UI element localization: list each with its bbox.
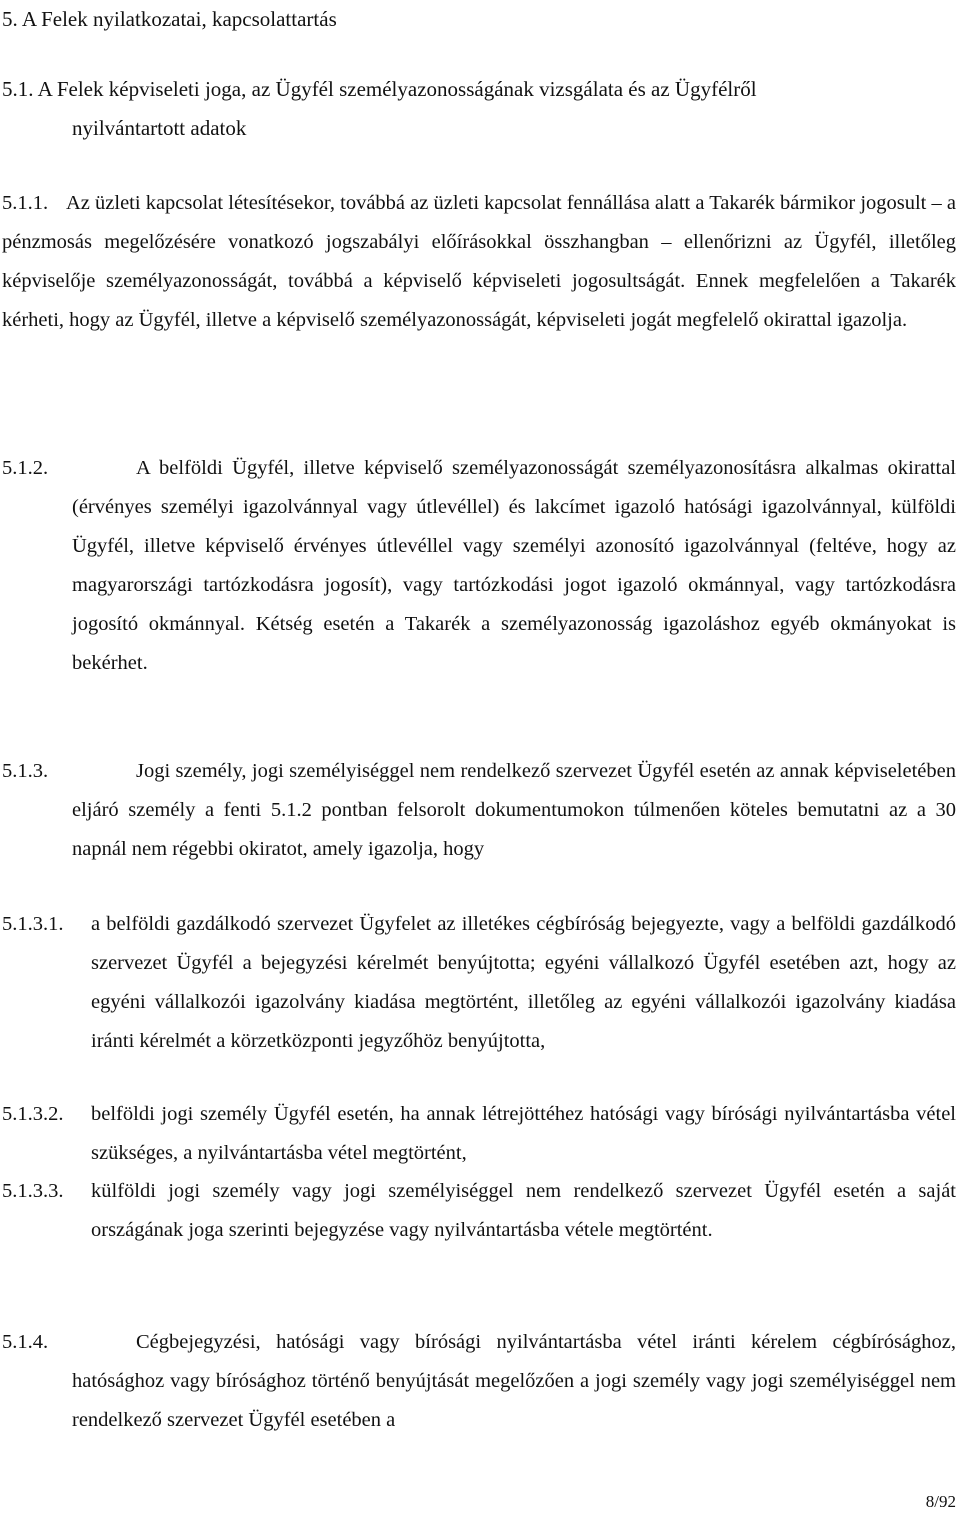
paragraph-5-1-3-3 bbox=[2, 1172, 956, 1250]
page-number: 8/92 bbox=[925, 1492, 956, 1511]
paragraph-5-1-1 bbox=[2, 184, 956, 340]
paragraph-text: Cégbejegyzési, hatósági vagy bírósági nyilvántartásba vétel iránti kérelem cégbírósághoz, hatósághoz vagy bírósághoz történő benyújtását megelőzően a jogi személy vagy jogi személyiséggel nem rendelkező szervezet Ügyfél esetében a bbox=[72, 1331, 956, 1431]
paragraph-5-1-4 bbox=[2, 1323, 956, 1440]
paragraph-text: A belföldi Ügyfél, illetve képviselő személyazonosságát személyazonosításra alkalmas okirattal (érvényes személyi igazolvánnyal vagy útlevéllel) és lakcímet igazoló hatósági igazolvánnyal, külföldi Ügyfél, illetve képviselő érvényes útlevéllel vagy személyi azonosító igazolvánnyal (feltéve, hogy az magyarországi tartózkodásra jogosít), vagy tartózkodási jogot igazoló okmánnyal, vagy tartózkodásra jogosító okmánnyal. Kétség esetén a Takarék a személyazonosság igazoláshoz egyéb okmányokat is bekérhet. bbox=[72, 457, 956, 674]
paragraph-number: 5.1.3.2. bbox=[2, 1103, 64, 1125]
paragraph-text: külföldi jogi személy vagy jogi személyiséggel nem rendelkező szervezet Ügyfél esetén a saját országának joga szerinti bejegyzése vagy nyilvántartásba vétele megtörtént. bbox=[91, 1180, 956, 1241]
paragraph-number: 5.1.4. bbox=[2, 1331, 49, 1353]
paragraph-5-1-3-2 bbox=[2, 1095, 956, 1173]
paragraph-5-1-3-1 bbox=[2, 905, 956, 1061]
paragraph-5-1-3 bbox=[2, 752, 956, 869]
subsection-title-line1: 5.1. A Felek képviseleti joga, az Ügyfél személyazonosságának vizsgálata és az Ügyfélről bbox=[2, 77, 757, 101]
paragraph-number: 5.1.3.3. bbox=[2, 1180, 64, 1202]
paragraph-number: 5.1.3.1. bbox=[2, 913, 64, 935]
paragraph-text: a belföldi gazdálkodó szervezet Ügyfelet az illetékes cégbíróság bejegyezte, vagy a belföldi gazdálkodó szervezet Ügyfél a bejegyzési kérelmét benyújtotta; egyéni vállalkozó Ügyfél esetében azt, hogy az egyéni vállalkozói igazolvány kiadása megtörtént, illetőleg az egyéni vállalkozói igazolvány kiadása iránti kérelmét a körzetközponti jegyzőhöz benyújtotta, bbox=[91, 913, 956, 1052]
section-title: 5. A Felek nyilatkozatai, kapcsolattartás bbox=[2, 7, 337, 31]
paragraph-number: 5.1.2. bbox=[2, 457, 49, 479]
subsection-title bbox=[2, 70, 957, 148]
paragraph-5-1-2 bbox=[2, 449, 956, 683]
paragraph-text: Az üzleti kapcsolat létesítésekor, továbbá az üzleti kapcsolat fennállása alatt a Takarék bármikor jogosult – a pénzmosás megelőzésére vonatkozó jogszabályi előírásokkal összhangban – ellenőrizni az Ügyfél, illetőleg képviselője személyazonosságát, továbbá a képviselő képviseleti jogosultságát. Ennek megfelelően a Takarék kérheti, hogy az Ügyfél, illetve a képviselő személyazonosságát, képviseleti jogát megfelelő okirattal igazolja. bbox=[2, 192, 956, 331]
paragraph-number: 5.1.3. bbox=[2, 760, 49, 782]
subsection-title-line2: nyilvántartott adatok bbox=[72, 116, 247, 140]
paragraph-text: Jogi személy, jogi személyiséggel nem rendelkező szervezet Ügyfél esetén az annak képviseletében eljáró személy a fenti 5.1.2 pontban felsorolt dokumentumokon túlmenően köteles bemutatni az a 30 napnál nem régebbi okiratot, amely igazolja, hogy bbox=[72, 760, 956, 860]
paragraph-text: belföldi jogi személy Ügyfél esetén, ha annak létrejöttéhez hatósági vagy bírósági nyilvántartásba vétel szükséges, a nyilvántartásba vétel megtörtént, bbox=[91, 1103, 956, 1164]
paragraph-number: 5.1.1. bbox=[2, 192, 49, 214]
